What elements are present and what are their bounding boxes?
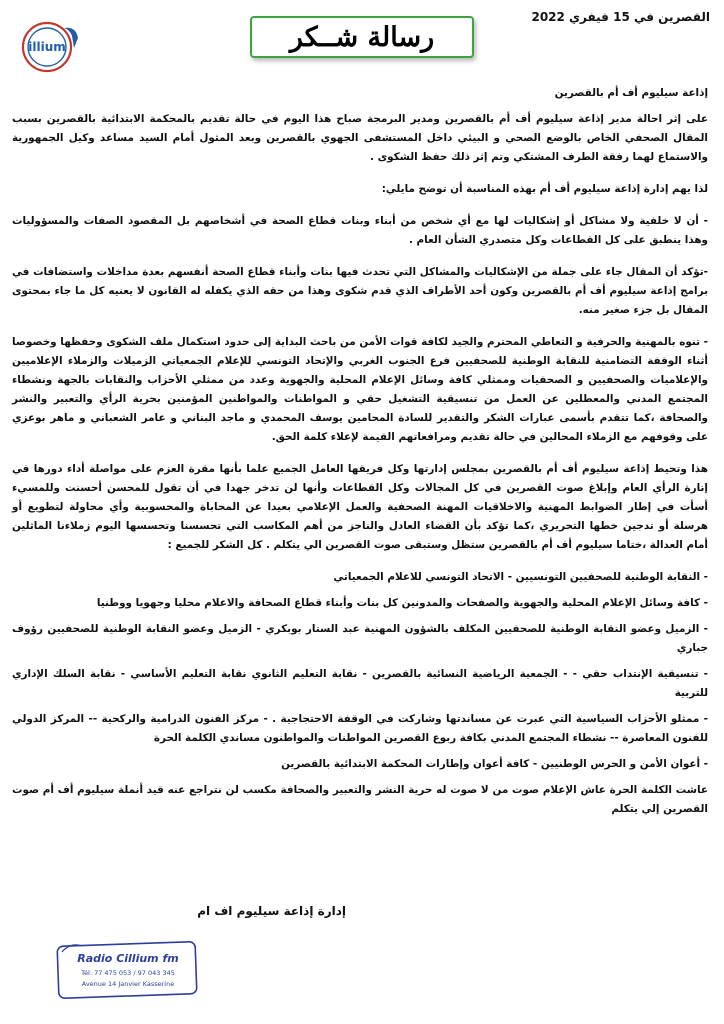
paragraph-gratitude-security: - تنوه بالمهنية والحرفية و التعاطي المحترم والجيد لكافة قوات الأمن من باحث البداية إلى حدود استكمال ملف الشكوى وحفظها وخصوصا أثناء الوقفة التضامنية للنقابة الوطنية للصحفيين فرع الجنوب الغربي والإتحاد التونسي للإعلام الجمعياتي الزميلات والزملاء الإعلاميين والإعلاميات والصحفيين و الصحفيات وممثلي كافة وسائل الإعلام المحلية والجهوية وعدد من ممثلي الأحزاب والنقابات بالجهة ونشطاء المجتمع المدني والمعطلين عن العمل من تنسيقية التشغيل حقي و المواطنات والمواطنين المؤمنين بحرية الرأي والتعبير والنشر والصحافة ،كما تتقدم بأسمى عبارات الشكر والتقدير للسادة المحامين يوسف المحمدي و ماجد البناني و عامر الشعباني و ماهر بوعزي على وقوفهم مع الزملاء المحالين في حالة تقديم ومرافعاتهم القيمة لإعلاء كلمة الحق. (12, 336, 708, 443)
logo-text: illium (28, 40, 66, 54)
radio-logo (20, 18, 82, 76)
closing-paragraph: عاشت الكلمة الحرة عاش الإعلام صوت من لا صوت له حرية النشر والتعبير والصحافة مكسب لن نتراجع عنه قيد أنملة سيليوم أف أم صوت القصرين إلي يتكلم (12, 784, 708, 815)
thanks-item: - ممثلو الأحزاب السياسية التي عبرت عن مساندتها وشاركت في الوقفة الاحتجاجية . - مركز الفنون الدرامية والركحية -- المركز الدولي للفنون المعاصرة -- نشطاء المجتمع المدني بكافة ربوع القصرين المواطنات والمواطنون مساندي الكلمة الحرة (12, 713, 708, 744)
thanks-item: - النقابة الوطنية للصحفيين التونسيين - الاتحاد التونسي للاعلام الجمعياتي (333, 571, 708, 583)
paragraph-intro: على إثر احالة مدير إذاعة سيليوم أف أم بالقصرين ومدير البرمجة صباح هذا اليوم في حالة تقديم بالمحكمة الابتدائية بالقصرين بسبب المقال الصحفي الخاص بالوضع الصحي و البيئي داخل المستشفى الجهوي بالقصرين وبعد المثول أمام السيد مساعد وكيل الجمهورية والاستماع لهما رفقة الطرف المشتكي وتم إثر ذلك حفظ الشكوى . (12, 113, 708, 163)
paragraph-article-context: -تؤكد أن المقال جاء على جملة من الإشكاليات والمشاكل التي تحدث فيها بنات وأبناء قطاع الصحة أنفسهم بعدة مداخلات واستضافات في برامج إذاعة سيليوم أف أم بالقصرين وكون أحد الأطراف الذي قدم شكوى وهذا من حقه الذي يكفله له القانون لا يعنيه كل ما جاء بمحتوى المقال بل جزء صغير منه. (12, 266, 708, 316)
thanks-item: - أعوان الأمن و الحرس الوطنيين - كافة أعوان وإطارات المحكمة الابتدائية بالقصرين (281, 758, 708, 770)
thanks-item: - كافة وسائل الإعلام المحلية والجهوية والصفحات والمدونين كل بنات وأبناء قطاع الصحافة والاعلام محليا وجهويا ووطنيا (96, 597, 708, 609)
title-box (250, 16, 474, 58)
stamp-name: Radio Cillium fm (77, 952, 179, 965)
radio-stamp (56, 938, 198, 1002)
thanks-item: - تنسيقية الإنتداب حقي - - الجمعية الرياضية النسائية بالقصرين - نقابة التعليم الثانوي نقابة التعليم الأساسي - نقابة السلك الإداري للتربية (12, 668, 708, 699)
paragraph-mission: هذا وتحيط إذاعة سيليوم أف أم بالقصرين بمجلس إدارتها وكل فريقها العامل الجميع علما بأنها مقرة العزم على مواصلة أداء دورها في إنارة الرأي العام وإبلاغ صوت القصرين في كل المجالات وكل القطاعات وأنها لن تدخر جهدا في أن تقول للمحسن أحسنت وللمسيء أسأت في إطار الضوابط المهنية والاخلاقيات المهنة الصحفية والعمل الإعلامي بعيدا عن المحاباة والمحسوبية وأي محاولة لتطويع أو هرسلة أو تدجين خطها التحريري ،كما تؤكد بأن القضاء العادل والناجز من أهم المكاسب التي تحسسنا وتحسسها اليوم زملاءنا الماثلين أمام العدالة ،ختاما سيليوم أف أم بالقصرين ستظل وستبقى صوت القصرين الي يتكلم . كل الشكر للجميع : (12, 463, 708, 551)
thanks-item: - الزميل وعضو النقابة الوطنية للصحفيين المكلف بالشؤون المهنية عبد الستار بوبكري - الزميل وعضو النقابة الوطنية للصحفيين رؤوف جباري (12, 623, 708, 654)
letter-title: رسالة شــكر (289, 21, 435, 53)
paragraph-clarification-lead: لذا يهم إدارة إذاعة سيليوم أف أم بهذه المناسبة أن توضح مايلي: (381, 183, 708, 195)
letter-body (12, 84, 708, 832)
signature-line: إدارة إذاعة سيليوم اف ام (197, 904, 346, 918)
stamp-address: Avenue 14 Janvier Kasserine (81, 980, 175, 988)
paragraph-no-conflict: - أن لا خلفية ولا مشاكل أو إشكاليات لها مع أي شخص من أبناء وبنات قطاع الصحة في أشخاصهم بل المقصود الصفات والمسؤوليات وهذا ينطبق على كل القطاعات وكل متصدري الشأن العام . (12, 215, 708, 246)
stamp-phone: Tél: 77 475 053 / 97 043 345 (81, 969, 175, 977)
recipient-line: إذاعة سيليوم أف أم بالقصرين (554, 87, 708, 99)
letter-date: القصرين في 15 فيفري 2022 (531, 10, 710, 24)
